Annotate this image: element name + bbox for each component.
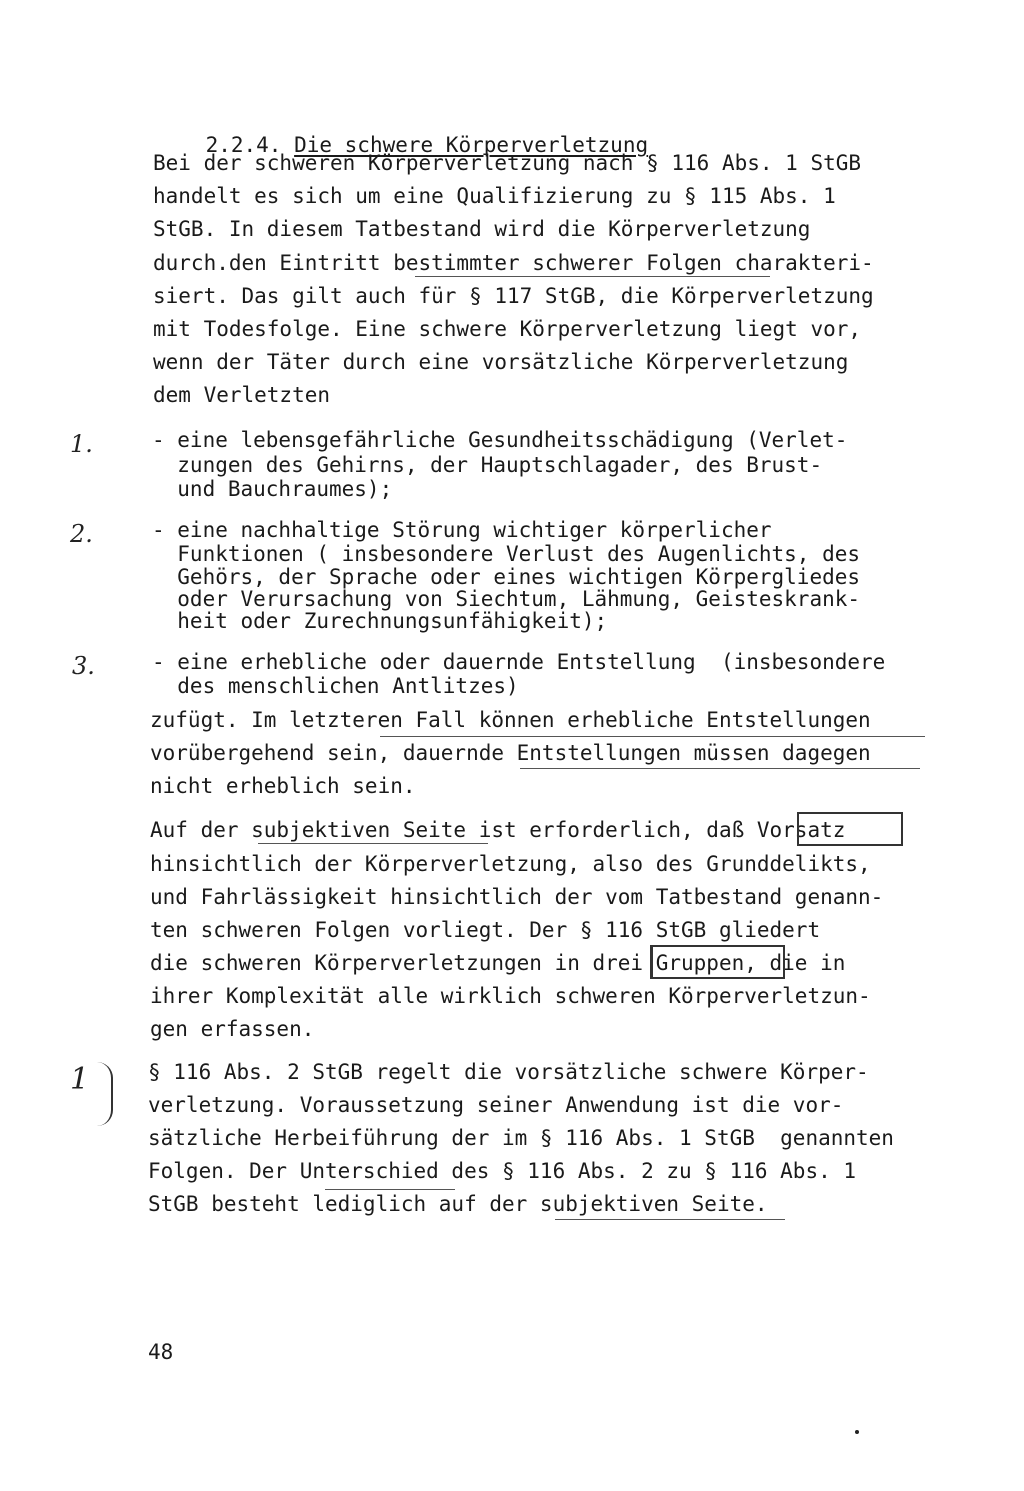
pencil-underline [415,276,770,277]
paragraph-line: und Fahrlässigkeit hinsichtlich der vom Tatbestand genann- [150,885,884,909]
pencil-underline [258,843,488,844]
paragraph-line: sätzliche Herbeiführung der im § 116 Abs. 1 StGB genannten [148,1126,894,1150]
paragraph-line: die schweren Körperverletzungen in drei Gruppen, die in [150,951,846,975]
list-item-line: - eine nachhaltige Störung wichtiger körperlicher [152,518,772,542]
handwritten-marker: 1. [70,430,93,458]
page-number: 48 [148,1340,174,1364]
list-item-line: Funktionen ( insbesondere Verlust des Augenlichts, des [152,542,861,566]
paragraph-line: Auf der subjektiven Seite ist erforderlich, daß Vorsatz [150,818,846,842]
list-item-line: oder Verursachung von Siechtum, Lähmung, Geisteskrank- [152,587,861,611]
pencil-underline [555,1219,785,1220]
pencil-box [650,945,785,979]
stray-mark [855,1430,859,1434]
pencil-underline [520,768,920,769]
paragraph-line: wenn der Täter durch eine vorsätzliche Körperverletzung [153,350,849,374]
paragraph-line: ihrer Komplexität alle wirklich schweren Körperverletzun- [150,984,871,1008]
handwritten-marker: 2. [70,520,93,548]
paragraph-line: gen erfassen. [150,1017,315,1041]
list-item-line: Gehörs, der Sprache oder eines wichtigen Körpergliedes [152,565,861,589]
pencil-box [797,812,903,846]
list-item-line: des menschlichen Antlitzes) [152,674,519,698]
list-item-line: - eine lebensgefährliche Gesundheitsschädigung (Verlet- [152,428,848,452]
paragraph-line: dem Verletzten [153,383,331,407]
paragraph-line: verletzung. Voraussetzung seiner Anwendung ist die vor- [148,1093,844,1117]
list-item-line: zungen des Gehirns, der Hauptschlagader, des Brust- [152,453,823,477]
list-item-line: und Bauchraumes); [152,477,393,501]
paragraph-line: § 116 Abs. 2 StGB regelt die vorsätzliche schwere Körper- [148,1060,869,1084]
paragraph-line: mit Todesfolge. Eine schwere Körperverletzung liegt vor, [153,317,862,341]
section-number: 2.2.4. [205,133,282,157]
paragraph-line: durch.den Eintritt bestimmter schwerer Folgen charakteri- [153,251,874,275]
paragraph-line: ten schweren Folgen vorliegt. Der § 116 StGB gliedert [150,918,821,942]
paragraph-line: Folgen. Der Unterschied des § 116 Abs. 2 zu § 116 Abs. 1 [148,1159,857,1183]
paragraph-line: hinsichtlich der Körperverletzung, also des Grunddelikts, [150,852,871,876]
paragraph-line: vorübergehend sein, dauernde Entstellungen müssen dagegen [150,741,871,765]
handwritten-marker: 1 [70,1062,90,1097]
handwritten-marker: 3. [72,652,95,680]
pencil-underline [380,736,925,737]
paragraph-line: zufügt. Im letzteren Fall können erhebliche Entstellungen [150,708,871,732]
paragraph-line: Bei der schweren Körperverletzung nach § 116 Abs. 1 StGB [153,151,862,175]
paragraph-line: handelt es sich um eine Qualifizierung zu § 115 Abs. 1 [153,184,836,208]
paragraph-line: nicht erheblich sein. [150,774,416,798]
pencil-underline [325,1189,455,1190]
paragraph-line: StGB. In diesem Tatbestand wird die Körperverletzung [153,217,811,241]
handwritten-bracket [97,1062,113,1126]
list-item-line: heit oder Zurechnungsunfähigkeit); [152,609,608,633]
paragraph-line: StGB besteht lediglich auf der subjektiven Seite. [148,1192,768,1216]
section-title: Die schwere Körperverletzung [294,133,649,157]
paragraph-line: siert. Das gilt auch für § 117 StGB, die Körperverletzung [153,284,874,308]
list-item-line: - eine erhebliche oder dauernde Entstellung (insbesondere [152,650,886,674]
